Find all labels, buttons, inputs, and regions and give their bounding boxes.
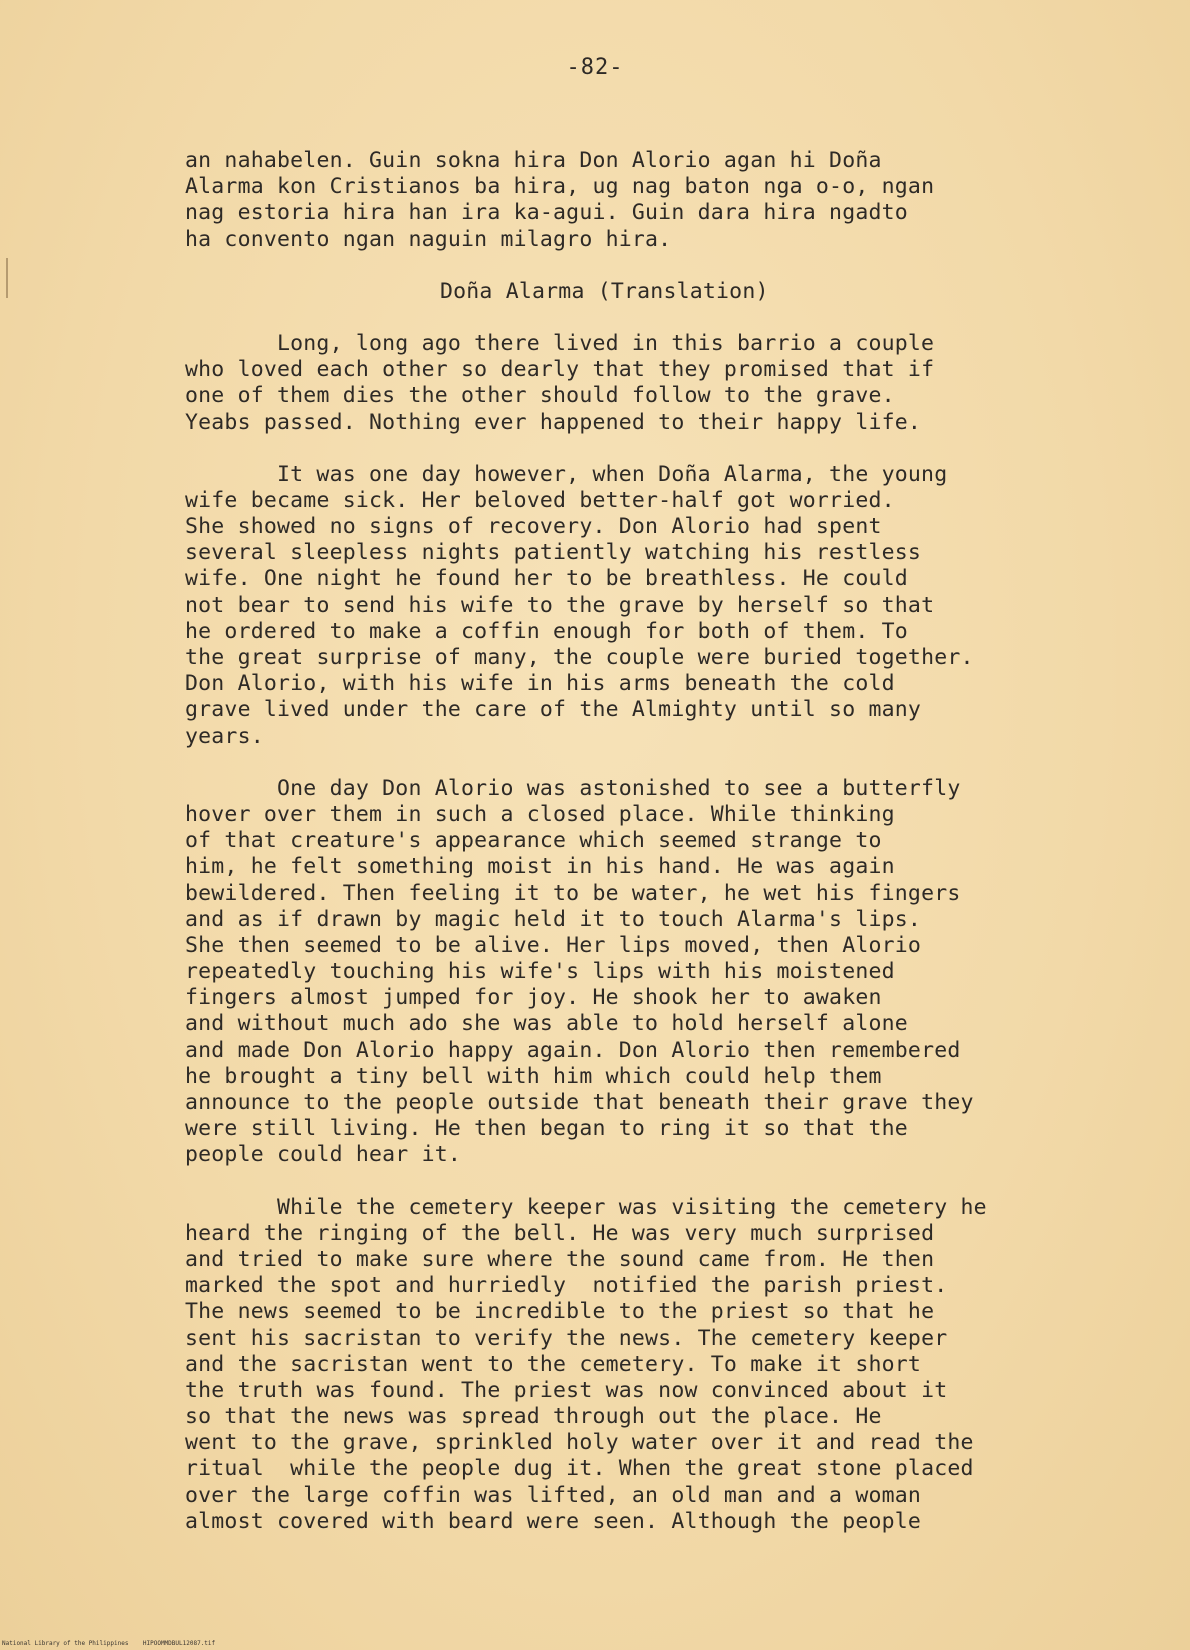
- text-line: years.: [185, 723, 264, 749]
- text-line: hover over them in such a closed place. While thinking: [185, 801, 895, 827]
- text-line: One day Don Alorio was astonished to see a butterfly: [277, 775, 961, 801]
- text-line: almost covered with beard were seen. Although the people: [185, 1508, 922, 1534]
- text-line: and tried to make sure where the sound came from. He then: [185, 1246, 935, 1272]
- text-line: several sleepless nights patiently watching his restless: [185, 540, 922, 566]
- text-line: Long, long ago there lived in this barrio a couple: [277, 330, 935, 356]
- text-line: repeatedly touching his wife's lips with his moistened: [185, 959, 895, 985]
- text-line: sent his sacristan to verify the news. The cemetery keeper: [185, 1325, 948, 1351]
- text-line: people could hear it.: [185, 1142, 462, 1168]
- text-line: announce to the people outside that beneath their grave they: [185, 1090, 974, 1115]
- text-line: It was one day however, when Doña Alarma, the young: [277, 461, 948, 487]
- text-line: so that the news was spread through out the place. He: [185, 1404, 882, 1430]
- paragraph-2: [185, 462, 1085, 750]
- text-line: him, he felt something moist in his hand. He was again: [185, 854, 895, 880]
- document-body: [185, 148, 1085, 1535]
- paragraph-3: [185, 776, 1085, 1169]
- text-line: heard the ringing of the bell. He was very much surprised: [185, 1220, 935, 1246]
- text-line: who loved each other so dearly that they promised that if: [185, 357, 935, 383]
- text-line: not bear to send his wife to the grave by herself so that: [185, 592, 935, 618]
- text-line: he ordered to make a coffin enough for both of them. To: [185, 618, 908, 644]
- text-line: She then seemed to be alive. Her lips moved, then Alorio: [185, 932, 922, 958]
- page-number: -82-: [566, 55, 624, 80]
- text-line: wife became sick. Her beloved better-half got worried.: [185, 487, 895, 513]
- text-line: ritual while the people dug it. When the great stone placed: [185, 1456, 974, 1482]
- text-line: over the large coffin was lifted, an old man and a woman: [185, 1482, 922, 1508]
- text-line: wife. One night he found her to be breathless. He could: [185, 566, 908, 592]
- paragraph-1: [185, 331, 1085, 436]
- archive-footer: National Library of the Philippines HIPOOMMDBUL12087.tif: [2, 1640, 216, 1647]
- page-edge-mark: [6, 258, 8, 298]
- text-line: nag estoria hira han ira ka-agui. Guin dara hira ngadto: [185, 200, 908, 226]
- text-line: Yeabs passed. Nothing ever happened to their happy life.: [185, 409, 922, 435]
- text-line: grave lived under the care of the Almighty until so many: [185, 697, 922, 723]
- text-line: were still living. He then began to ring it so that the: [185, 1116, 908, 1142]
- text-line: Alarma kon Cristianos ba hira, ug nag baton nga o-o, ngan: [185, 174, 935, 200]
- text-line: and without much ado she was able to hold herself alone: [185, 1011, 908, 1037]
- text-line: ha convento ngan naguin milagro hira.: [185, 226, 672, 252]
- text-line: The news seemed to be incredible to the priest so that he: [185, 1299, 935, 1325]
- text-line: the truth was found. The priest was now convinced about it: [185, 1377, 948, 1403]
- text-line: She showed no signs of recovery. Don Alorio had spent: [185, 514, 882, 540]
- text-line: of that creature's appearance which seemed strange to: [185, 828, 882, 854]
- text-line: went to the grave, sprinkled holy water over it and read the: [185, 1430, 974, 1456]
- text-line: the great surprise of many, the couple were buried together.: [185, 645, 974, 670]
- text-line: bewildered. Then feeling it to be water, he wet his fingers: [185, 880, 961, 906]
- text-line: marked the spot and hurriedly notified the parish priest.: [185, 1273, 948, 1299]
- text-line: an nahabelen. Guin sokna hira Don Alorio agan hi Doña: [185, 148, 882, 173]
- paragraph-continuation: [185, 148, 1085, 253]
- text-line: fingers almost jumped for joy. He shook her to awaken: [185, 985, 882, 1011]
- text-line: and the sacristan went to the cemetery. To make it short: [185, 1351, 922, 1377]
- text-line: he brought a tiny bell with him which could help them: [185, 1063, 882, 1089]
- section-title: Doña Alarma (Translation): [440, 278, 769, 304]
- text-line: and as if drawn by magic held it to touch Alarma's lips.: [185, 906, 922, 932]
- text-line: one of them dies the other should follow to the grave.: [185, 383, 895, 409]
- text-line: Don Alorio, with his wife in his arms beneath the cold: [185, 671, 895, 697]
- paragraph-4: [185, 1195, 1085, 1535]
- text-line: and made Don Alorio happy again. Don Alorio then remembered: [185, 1037, 961, 1063]
- text-line: While the cemetery keeper was visiting the cemetery he: [277, 1194, 987, 1220]
